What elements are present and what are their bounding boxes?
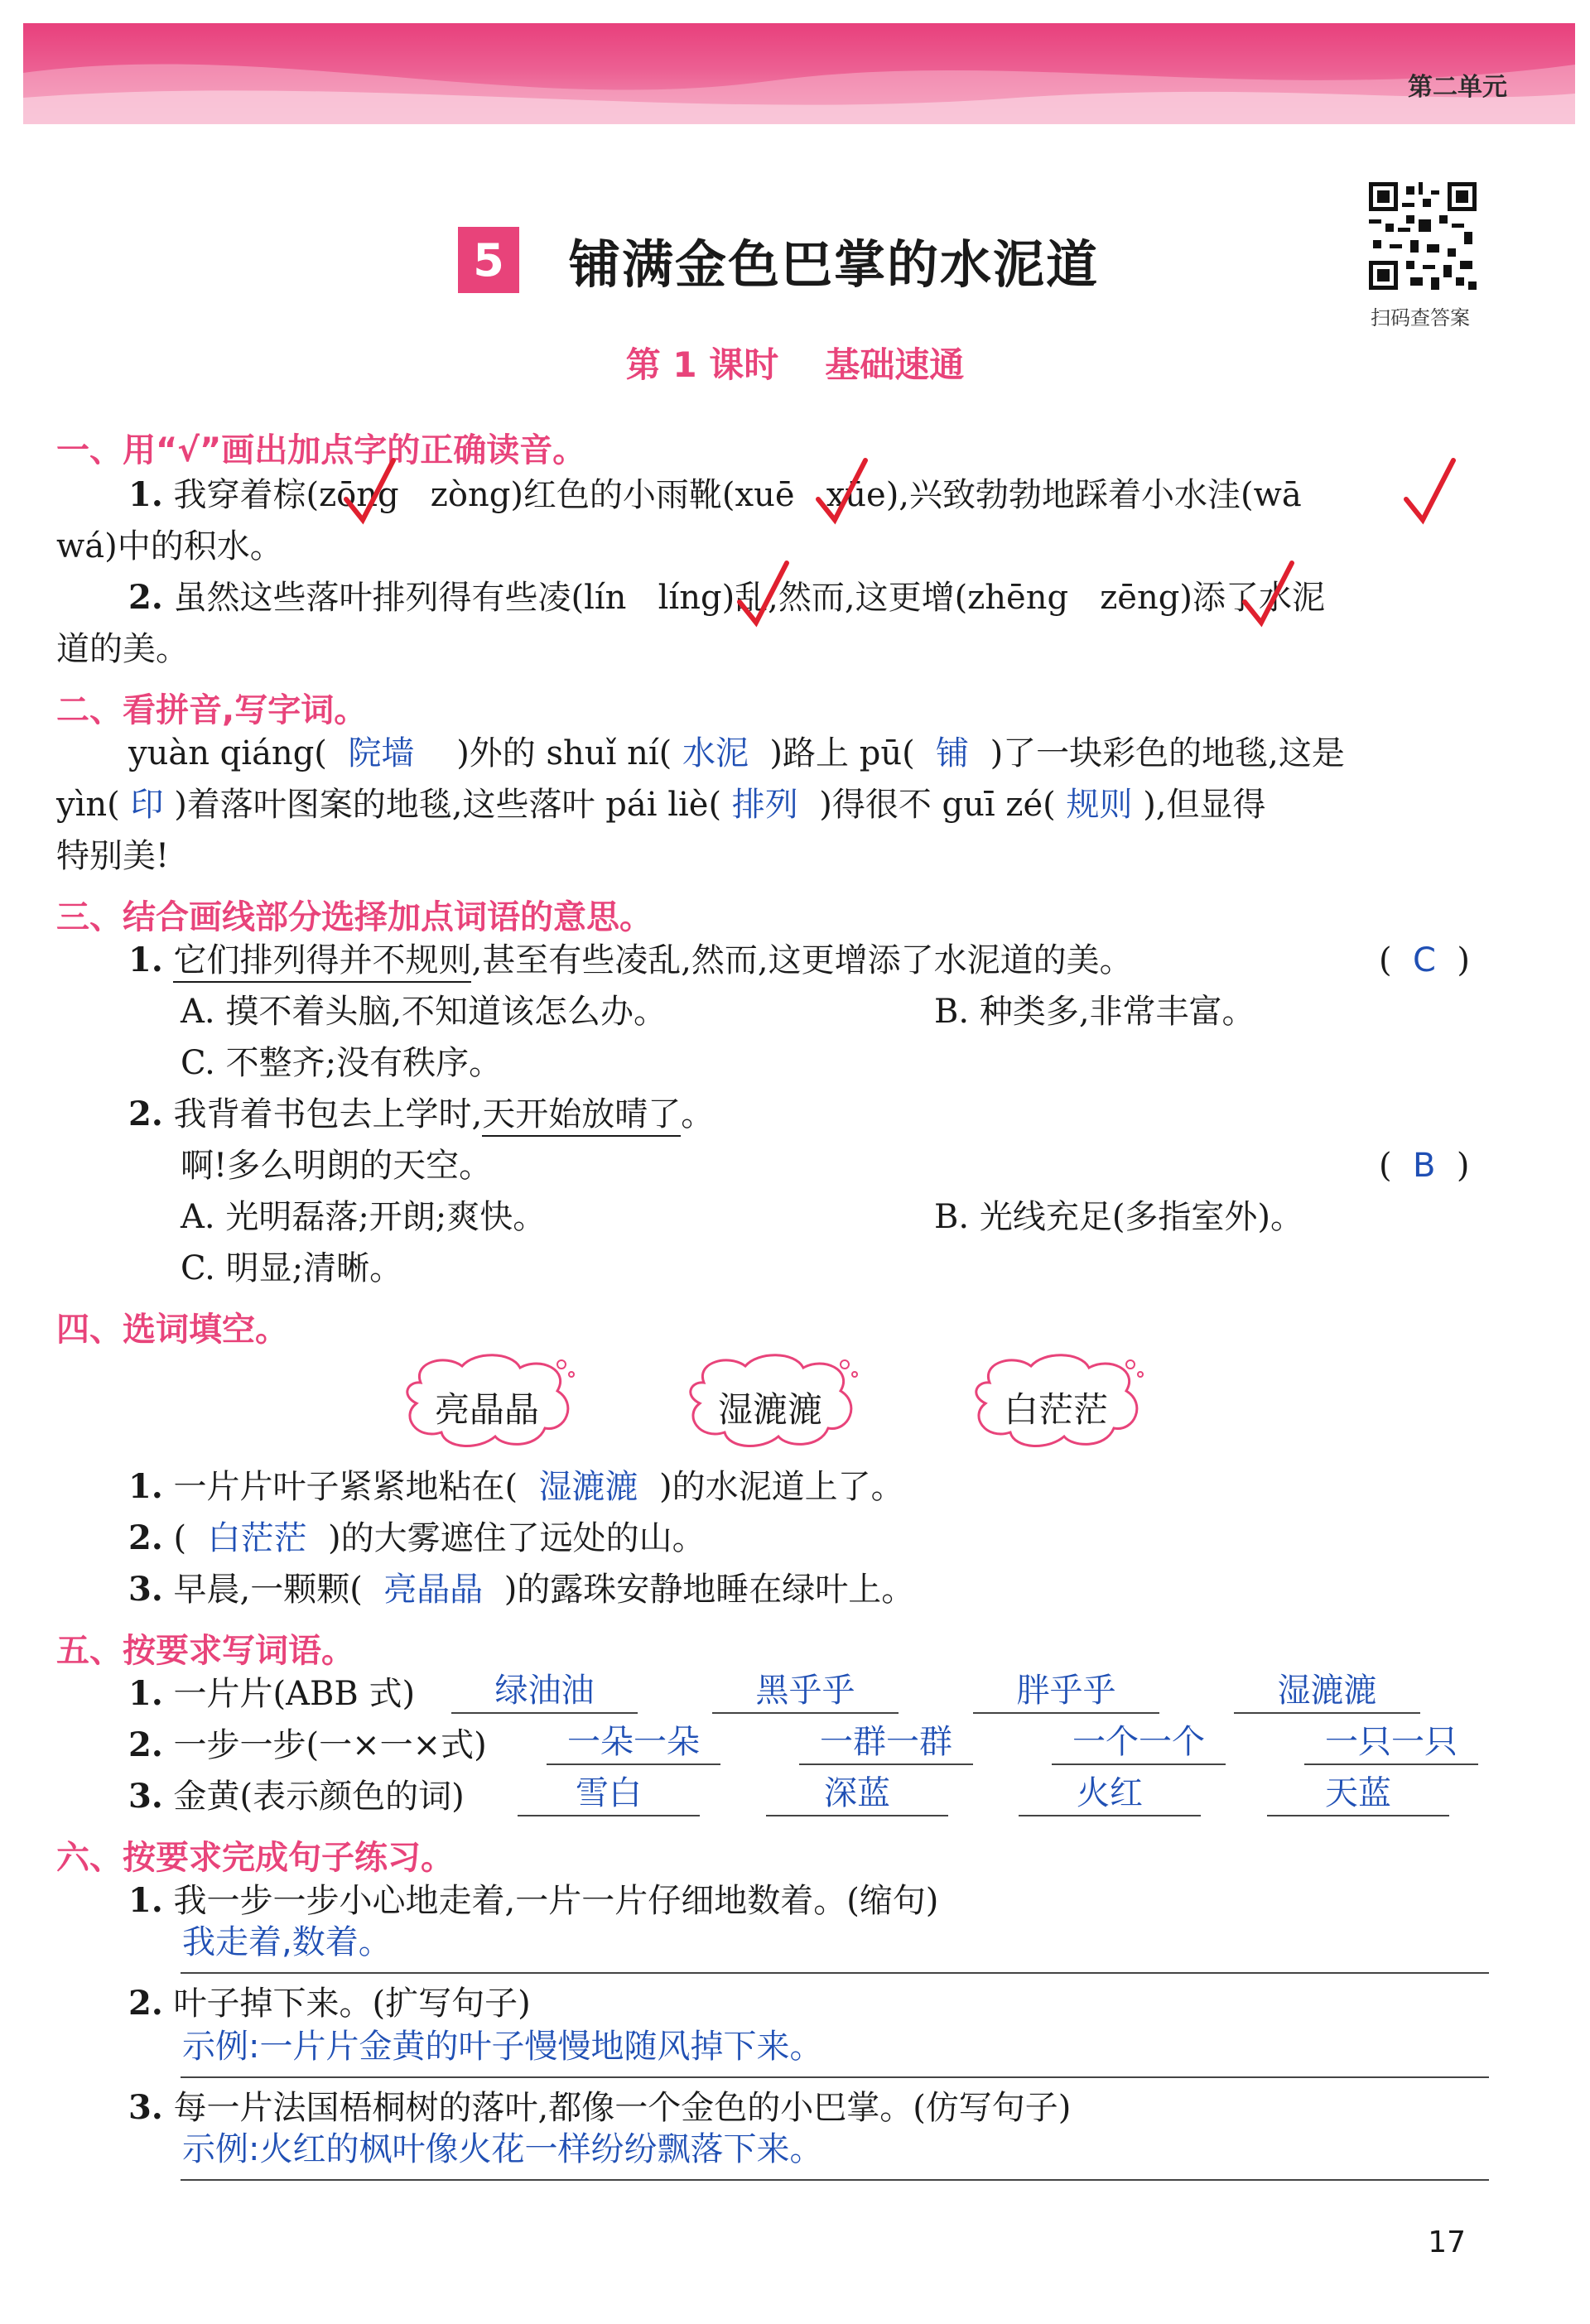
s3-q1: [128, 941, 1133, 979]
s3-q2-num: 2.: [128, 1095, 163, 1133]
s2-line3: 特别美!: [56, 837, 170, 875]
s4-q3-num: 3.: [128, 1570, 163, 1609]
lesson-period: 第 1 课时: [625, 344, 779, 385]
s4-q2-text-b: )的大雾遮住了远处的山。: [327, 1519, 706, 1557]
s1-q2-py3: zhēng: [967, 579, 1069, 617]
word-option-3: 白茫茫: [1003, 1389, 1108, 1430]
s1-q1-line2: [56, 527, 283, 565]
banner-wave-decoration: [23, 23, 1575, 124]
s3-q1-option-b: B. 种类多,非常丰富。: [934, 993, 1255, 1031]
s6-q2-text: 叶子掉下来。(扩写句子): [173, 1985, 531, 2023]
s1-q1-py3: xuē: [735, 476, 795, 514]
s2-l2-text2: )着落叶图案的地毯,这些落叶 pái liè(: [174, 786, 722, 824]
s2-l2-text1: yìn(: [56, 786, 120, 824]
s6-q1-num: 1.: [128, 1881, 163, 1920]
answer-blank: [1234, 1712, 1420, 1714]
check-mark-icon: [1400, 454, 1458, 528]
s5-q2-answer-4: 一只一只: [1325, 1723, 1458, 1761]
s1-q2-text-a: 虽然这些落叶排列得有些凌(: [173, 579, 585, 617]
s3-q1-rest: ,甚至有些凌乱,然而,这更增添了水泥道的美。: [471, 941, 1133, 979]
check-mark-icon: [812, 454, 870, 528]
s3-q1-option-c: C. 不整齐;没有秩序。: [181, 1044, 503, 1082]
word-bubble: [679, 1350, 861, 1457]
s3-q2-answer: B: [1413, 1147, 1436, 1185]
s5-q3-label: 金黄(表示颜色的词): [173, 1778, 465, 1816]
s4-q1: [128, 1467, 904, 1506]
s5-q3-answer-2: 深蓝: [824, 1774, 890, 1812]
s1-q1-text-c: ),兴致勃勃地踩着小水洼(: [885, 476, 1254, 514]
answer-blank: [1052, 1763, 1226, 1765]
unit-label: 第二单元: [1408, 73, 1507, 102]
answer-line: [181, 2179, 1489, 2181]
s5-q3-answer-3: 火红: [1077, 1774, 1143, 1812]
s4-q2: [128, 1518, 706, 1557]
word-option-2: 湿漉漉: [717, 1389, 822, 1430]
answer-blank: [451, 1712, 638, 1714]
s5-q3-answer-1: 雪白: [576, 1774, 642, 1812]
s1-q1-text-a: 我穿着棕(: [173, 476, 320, 514]
answer-blank: [1267, 1815, 1449, 1816]
s2-answer-6: 规则: [1066, 786, 1133, 824]
s1-q2-line1: [128, 578, 1325, 617]
s4-q1-num: 1.: [128, 1467, 163, 1506]
s6-q2-answer: 示例:一片片金黄的叶子慢慢地随风掉下来。: [182, 2028, 823, 2066]
s1-q2-py4: zēng: [1100, 579, 1180, 617]
s5-q2: [128, 1725, 487, 1764]
s5-q1-num: 1.: [128, 1674, 163, 1713]
answer-blank: [518, 1815, 700, 1816]
check-mark-icon: [1238, 556, 1296, 631]
s6-q3: [128, 2088, 1072, 2127]
answer-line: [181, 2076, 1489, 2078]
s2-l2-text3: )得很不 guī zé(: [819, 786, 1056, 824]
word-option-1: 亮晶晶: [434, 1389, 539, 1430]
s3-q1-underlined: 它们排列得并不规则: [173, 941, 471, 983]
s5-q1-answer-2: 黑乎乎: [755, 1672, 855, 1710]
s5-q2-num: 2.: [128, 1725, 163, 1764]
lesson-number-badge: 5: [458, 227, 519, 293]
s4-q3-text-b: )的露珠安静地睡在绿叶上。: [504, 1571, 915, 1609]
s3-q2-option-a: A. 光明磊落;开朗;爽快。: [181, 1198, 547, 1236]
s3-q2-text2: 。: [681, 1095, 715, 1133]
s5-q1-answer-3: 胖乎乎: [1016, 1672, 1116, 1710]
answer-line: [181, 1972, 1489, 1974]
s1-q2-text-b: )乱,然而,这更增(: [721, 579, 968, 617]
answer-blank: [973, 1712, 1159, 1714]
s1-q2-line2: 道的美。: [56, 630, 189, 668]
s2-answer-1: 院墙: [348, 734, 415, 772]
s6-q2-num: 2.: [128, 1984, 163, 2023]
section-3-heading: 三、结合画线部分选择加点词语的意思。: [56, 898, 653, 936]
s3-q2-text1: 我背着书包去上学时,: [173, 1095, 483, 1133]
s4-q2-answer: 白茫茫: [207, 1519, 307, 1557]
s2-answer-2: 水泥: [682, 734, 749, 772]
word-bubble: [396, 1350, 578, 1457]
s1-q1-line1: [128, 475, 1302, 514]
s6-q1-answer: 我走着,数着。: [182, 1923, 392, 1961]
page-title: [458, 222, 1099, 298]
s2-l1-text2: )外的 shuǐ ní(: [456, 734, 672, 772]
s6-q3-num: 3.: [128, 2088, 163, 2127]
s1-q2-num: 2.: [128, 578, 163, 617]
lesson-type: 基础速通: [825, 344, 965, 385]
word-bubble: [965, 1350, 1147, 1457]
s2-line2: [56, 786, 1266, 824]
s5-q1: [128, 1674, 416, 1713]
qr-code-icon[interactable]: [1369, 182, 1477, 290]
s5-q2-answer-1: 一朵一朵: [567, 1723, 700, 1761]
s2-l1-text4: )了一块彩色的地毯,这是: [990, 734, 1345, 772]
s2-l1-text3: )路上 pū(: [769, 734, 915, 772]
s3-q1-answer: C: [1413, 941, 1436, 979]
s4-q3: [128, 1570, 915, 1609]
s3-q2-line2: 啊!多么明朗的天空。: [181, 1147, 493, 1185]
s6-q1-text: 我一步一步小心地走着,一片一片仔细地数着。(缩句): [173, 1882, 939, 1920]
s2-l1-text1: yuàn qiáng(: [128, 734, 327, 772]
s1-q2-text-c: )添了水泥: [1179, 579, 1325, 617]
s4-q2-text-a: (: [173, 1519, 187, 1557]
s4-q1-text-a: 一片片叶子紧紧地粘在(: [173, 1468, 518, 1506]
answer-blank: [547, 1763, 720, 1765]
s4-q1-text-b: )的水泥道上了。: [658, 1468, 904, 1506]
check-mark-icon: [340, 454, 398, 528]
page-number: 17: [1428, 2225, 1466, 2259]
lesson-subtitle: [0, 338, 1590, 387]
s2-answer-3: 铺: [936, 734, 970, 772]
s5-q1-answer-1: 绿油油: [494, 1672, 595, 1710]
section-6-heading: 六、按要求完成句子练习。: [56, 1839, 454, 1877]
s3-q1-option-a: A. 摸不着头脑,不知道该怎么办。: [181, 993, 667, 1031]
s3-q2-option-c: C. 明显;清晰。: [181, 1249, 403, 1287]
s1-q1-py2: zòng: [430, 476, 511, 514]
s3-q2-answer-box: ( B ): [1379, 1147, 1470, 1185]
s1-q1-py5: wā: [1253, 476, 1302, 514]
s6-q3-text: 每一片法国梧桐树的落叶,都像一个金色的小巴掌。(仿写句子): [173, 2089, 1072, 2127]
answer-blank: [799, 1763, 973, 1765]
header-banner: [23, 23, 1575, 124]
s6-q3-answer: 示例:火红的枫叶像火花一样纷纷飘落下来。: [182, 2130, 823, 2168]
s3-q2-line1: [128, 1095, 715, 1133]
s2-answer-4: 印: [130, 786, 164, 824]
s1-q2-py2: líng: [658, 579, 722, 617]
s1-q1-py1: zōng: [319, 476, 399, 514]
s5-q3: [128, 1777, 465, 1816]
s1-q1-num: 1.: [128, 475, 163, 514]
s2-line1: [128, 734, 1345, 772]
section-1-heading: 一、用“√”画出加点字的正确读音。: [56, 431, 586, 469]
s3-q2-underlined: 天开始放晴了: [482, 1095, 681, 1137]
s4-q1-answer: 湿漉漉: [538, 1468, 638, 1506]
s5-q2-answer-3: 一个一个: [1072, 1723, 1205, 1761]
s5-q1-answer-4: 湿漉漉: [1277, 1672, 1377, 1710]
qr-caption: 扫码查答案: [1371, 306, 1470, 330]
s3-q1-num: 1.: [128, 941, 163, 979]
s5-q1-label: 一片片(ABB 式): [173, 1675, 416, 1713]
s1-q1-text-b: )红色的小雨靴(: [510, 476, 735, 514]
s2-l2-text4: ),但显得: [1143, 786, 1266, 824]
section-5-heading: 五、按要求写词语。: [56, 1632, 354, 1670]
s5-q2-answer-2: 一群一群: [820, 1723, 952, 1761]
s4-q2-num: 2.: [128, 1518, 163, 1557]
s6-q1: [128, 1881, 939, 1920]
check-mark-icon: [733, 556, 791, 631]
s6-q2: [128, 1984, 531, 2023]
s4-q3-answer: 亮晶晶: [383, 1571, 484, 1609]
s2-answer-5: 排列: [731, 786, 798, 824]
answer-blank: [766, 1815, 948, 1816]
lesson-title: 铺满金色巴掌的水泥道: [569, 233, 1100, 295]
s4-q3-text-a: 早晨,一颗颗(: [173, 1571, 363, 1609]
s1-q1-py4: xūe: [826, 476, 886, 514]
s3-q1-answer-box: ( C ): [1379, 941, 1471, 979]
answer-blank: [1019, 1815, 1201, 1816]
s5-q3-num: 3.: [128, 1777, 163, 1816]
s1-q2-py1: lín: [584, 579, 627, 617]
answer-blank: [1304, 1763, 1478, 1765]
s3-q2-option-b: B. 光线充足(多指室外)。: [934, 1198, 1304, 1236]
s5-q2-label: 一步一步(一×一×式): [173, 1726, 487, 1764]
answer-blank: [712, 1712, 899, 1714]
s1-q1-text-d: )中的积水。: [104, 527, 283, 565]
s1-q1-py6: wá: [56, 527, 105, 565]
s5-q3-answer-4: 天蓝: [1325, 1774, 1391, 1812]
section-4-heading: 四、选词填空。: [56, 1311, 288, 1349]
section-2-heading: 二、看拼音,写字词。: [56, 691, 368, 729]
